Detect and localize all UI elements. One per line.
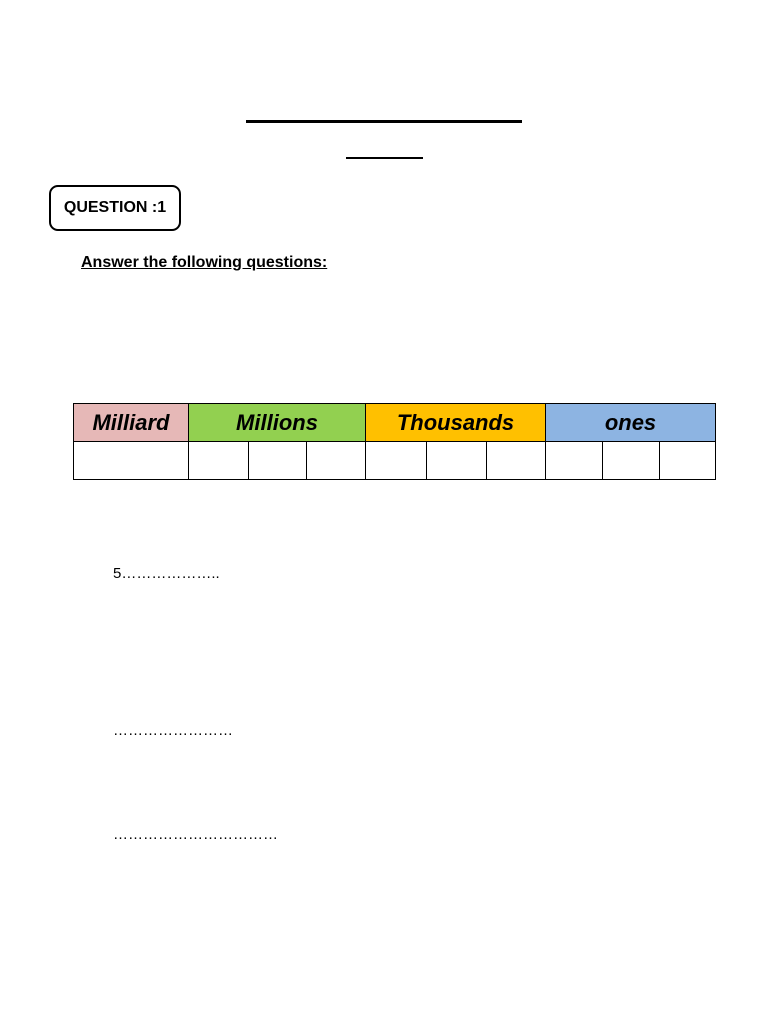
header-millions: Millions [189, 404, 366, 442]
cell-ones-tens[interactable] [603, 442, 660, 480]
subtitle-underline [346, 157, 423, 159]
answer-line-3[interactable]: …………………………… [113, 826, 278, 843]
cell-thousands-units[interactable] [487, 442, 546, 480]
cell-thousands-tens[interactable] [427, 442, 487, 480]
header-thousands: Thousands [366, 404, 546, 442]
header-ones: ones [546, 404, 716, 442]
cell-millions-tens[interactable] [249, 442, 307, 480]
title-underline [246, 120, 522, 123]
place-value-table [73, 403, 716, 480]
header-milliard: Milliard [74, 404, 189, 442]
cell-millions-hundreds[interactable] [189, 442, 249, 480]
answer-line-1[interactable]: 5……………….. [113, 565, 220, 582]
instruction-heading: Answer the following questions: [81, 254, 328, 271]
cell-ones-hundreds[interactable] [546, 442, 603, 480]
question-label: QUESTION :1 [63, 199, 167, 216]
answer-line-2[interactable]: …………………… [113, 722, 233, 739]
cell-milliard[interactable] [74, 442, 189, 480]
cell-ones-units[interactable] [660, 442, 716, 480]
cell-thousands-hundreds[interactable] [366, 442, 427, 480]
question-label-box [49, 185, 181, 231]
cell-millions-units[interactable] [307, 442, 366, 480]
